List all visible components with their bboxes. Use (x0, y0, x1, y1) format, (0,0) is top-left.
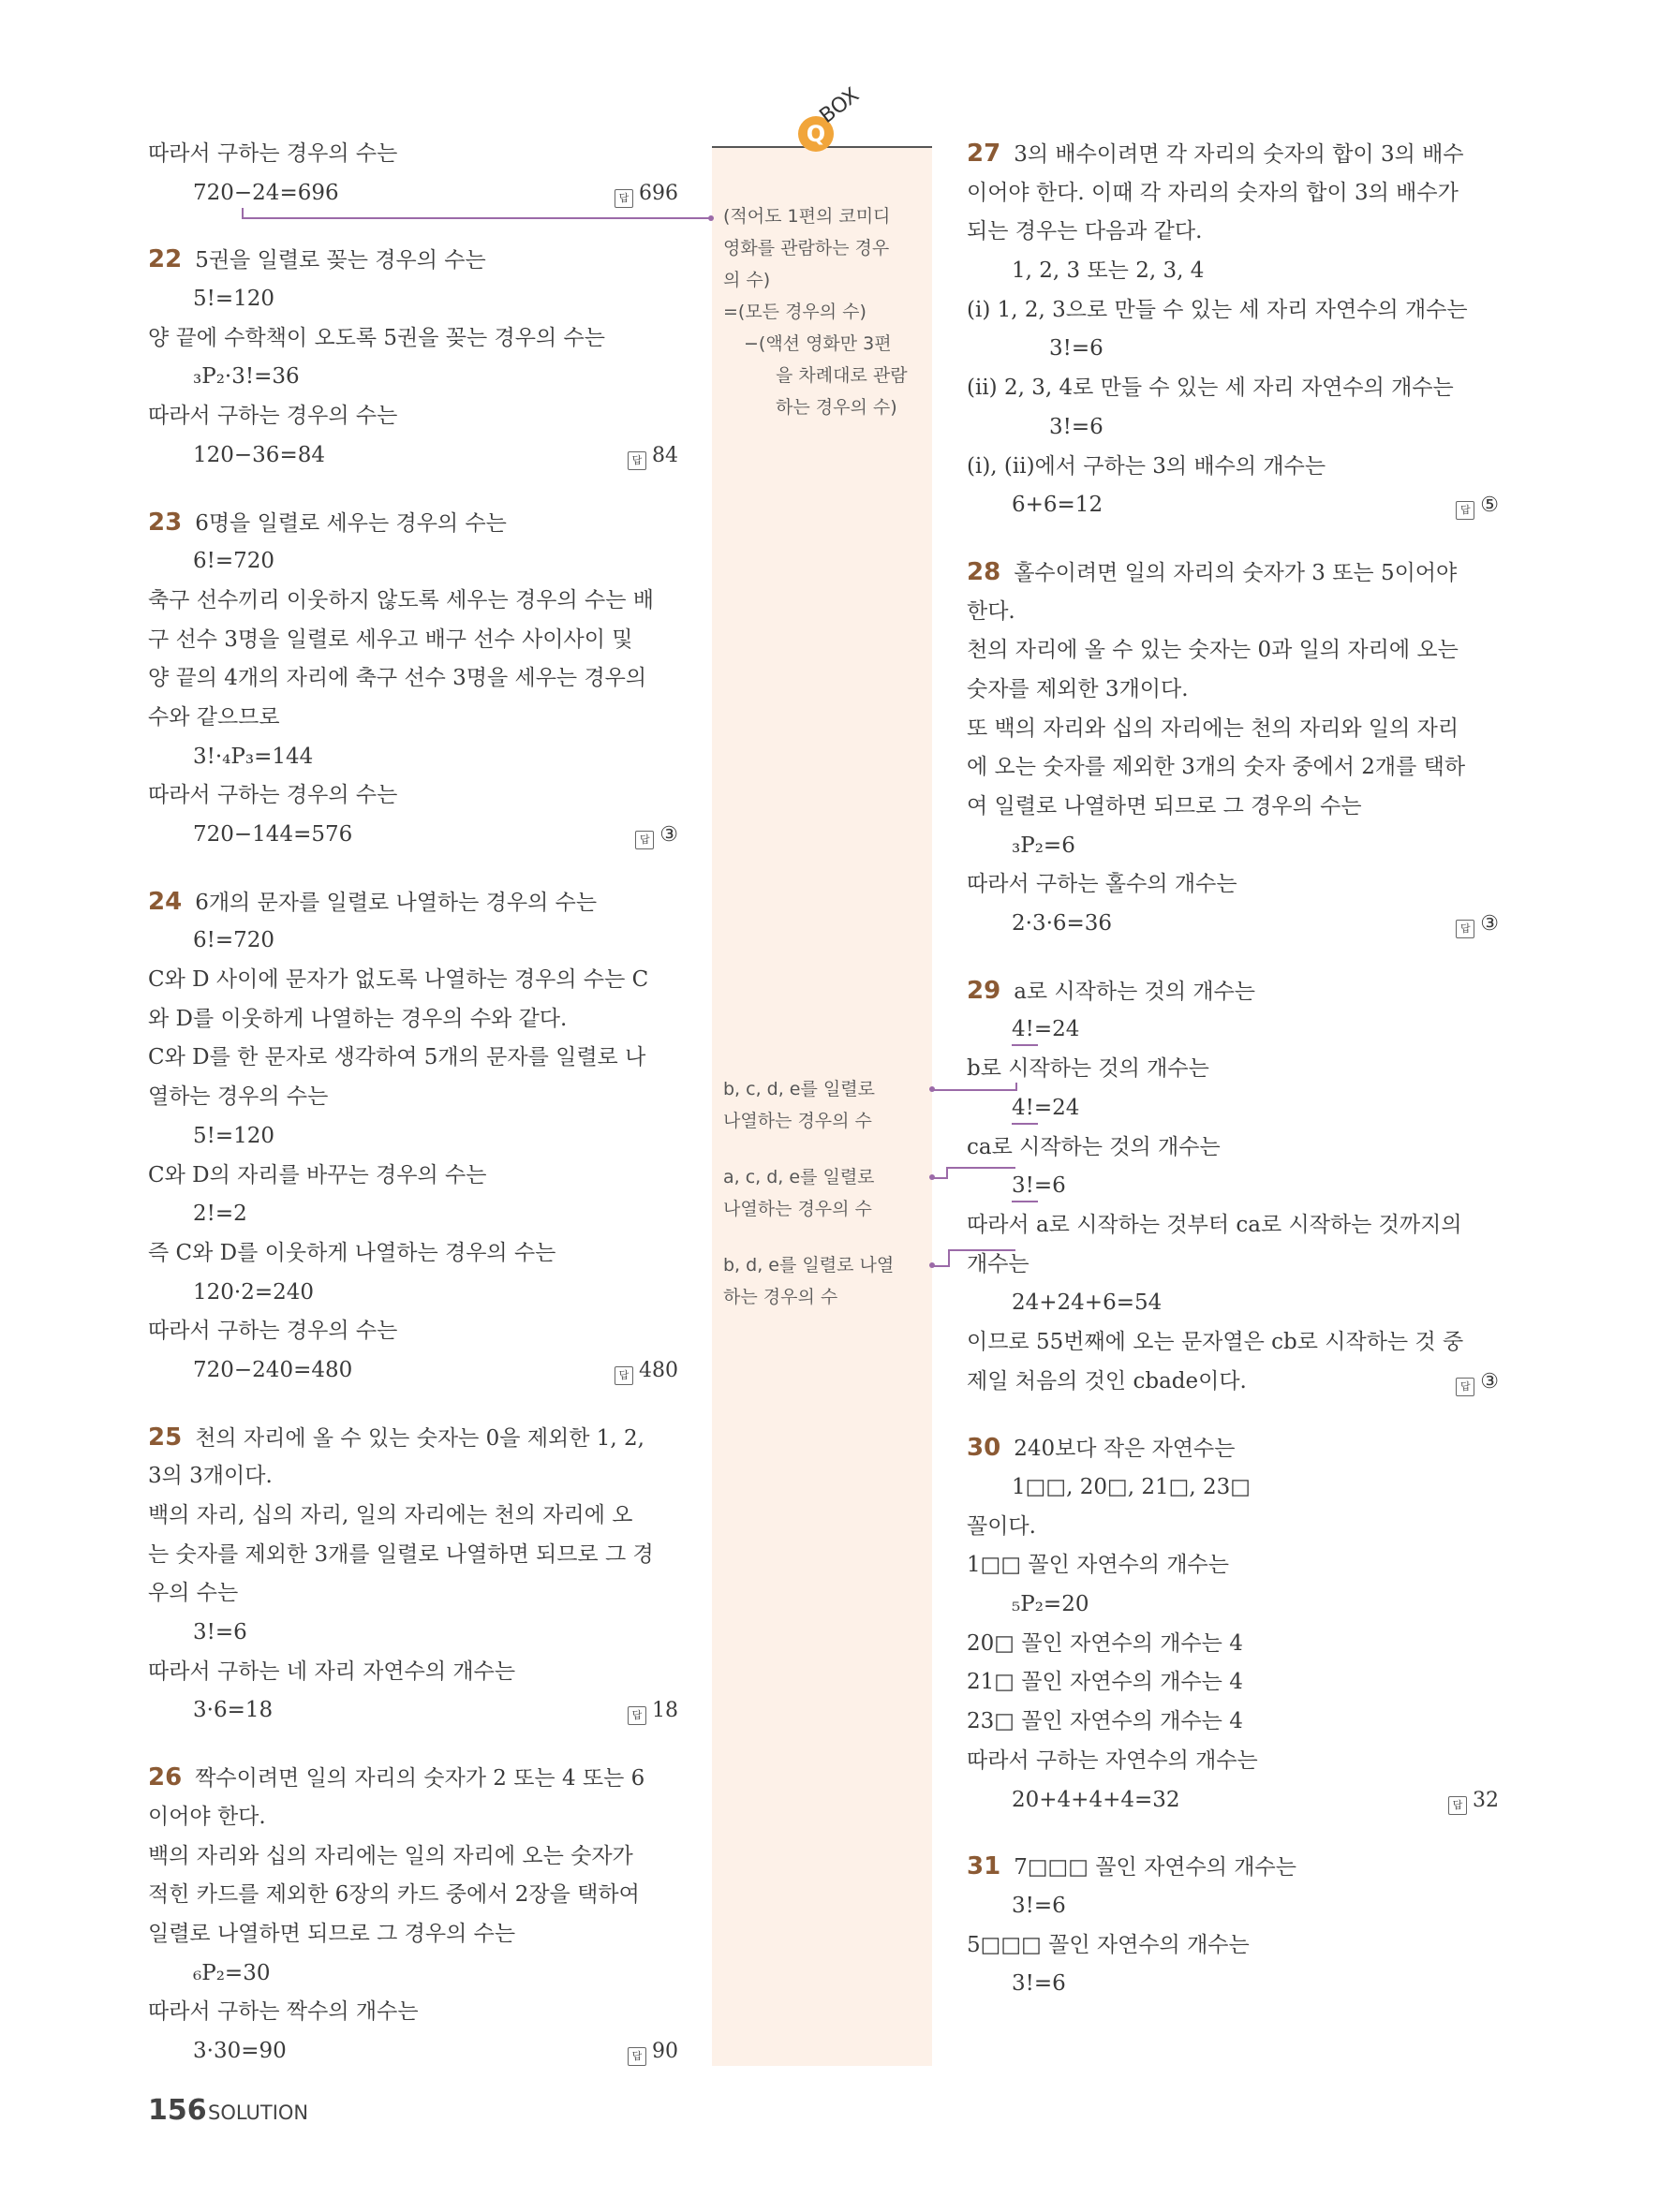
text-line (148, 1117, 678, 1157)
connector-dot (929, 1174, 935, 1180)
text-line (967, 1323, 1499, 1363)
text-line (148, 659, 678, 699)
line-text: 제일 처음의 것인 cbade이다. (967, 1368, 1247, 1394)
text-line (148, 1915, 678, 1954)
connector-dot (929, 1086, 935, 1092)
line-text: 와 D를 이웃하게 나열하는 경우의 수와 같다. (148, 1006, 568, 1031)
text-line (148, 1274, 678, 1313)
line-text: 20□ 꼴인 자연수의 개수는 4 (967, 1630, 1243, 1656)
line-text: 3!=6 (1012, 1971, 1066, 1997)
text-line (967, 448, 1499, 487)
text-line (148, 1157, 678, 1196)
section-gap (967, 525, 1499, 553)
line-text: 7□□□ 꼴인 자연수의 개수는 (1014, 1855, 1296, 1880)
text-line (148, 961, 678, 1000)
problem-number: 25 (148, 1423, 183, 1452)
text-line (967, 486, 1499, 525)
text-line (967, 1206, 1499, 1246)
line-text: 5권을 일렬로 꽂는 경우의 수는 (195, 248, 486, 273)
answer (615, 174, 678, 214)
line-text: 2·3·6=36 (1012, 911, 1113, 936)
text-line (148, 699, 678, 738)
answer (635, 816, 678, 855)
problem-30-first-line (967, 1429, 1499, 1468)
problem-22-first-line (148, 241, 678, 280)
line-text: 백의 자리, 십의 자리, 일의 자리에는 천의 자리에 오 (148, 1503, 633, 1527)
connector-line (948, 1249, 1015, 1251)
page-number: 156 (148, 2094, 207, 2127)
answer-value: ③ (1480, 912, 1499, 936)
line-text: 3의 배수이려면 각 자리의 숫자의 합이 3의 배수 (1014, 142, 1464, 167)
text-line (967, 174, 1499, 214)
answer-value: 90 (652, 2039, 678, 2063)
line-text: 6명을 일렬로 세우는 경우의 수는 (195, 510, 507, 536)
text-line (967, 1703, 1499, 1742)
text-line (148, 1837, 678, 1877)
text-line (148, 1078, 678, 1117)
line-text: 양 끝의 4개의 자리에 축구 선수 3명을 세우는 경우의 (148, 666, 647, 691)
answer (1448, 1781, 1499, 1821)
text-line (967, 1284, 1499, 1323)
text-line (148, 135, 678, 174)
line-text: (ⅰ) 1, 2, 3으로 만들 수 있는 세 자리 자연수의 개수는 (967, 297, 1468, 322)
line-text: 1□□, 20□, 21□, 23□ (1012, 1475, 1251, 1499)
qbox-note-bcde (723, 1073, 929, 1137)
right-column (967, 135, 1499, 2004)
problem-number: 24 (148, 887, 183, 916)
text-line (967, 631, 1499, 671)
connector-dot (708, 215, 714, 221)
answer-mark-icon: 답 (1448, 1796, 1467, 1815)
qbox-note-complement (723, 200, 929, 423)
answer (628, 1691, 678, 1731)
line-text: 즉 C와 D를 이웃하게 나열하는 경우의 수는 (148, 1240, 556, 1265)
text-line (967, 1965, 1499, 2004)
text-line (967, 408, 1499, 448)
line-text: 이어야 한다. (148, 1804, 266, 1829)
text-line (967, 1089, 1499, 1128)
line-text: (ⅱ) 2, 3, 4로 만들 수 있는 세 자리 자연수의 개수는 (967, 376, 1454, 401)
text-line (967, 710, 1499, 749)
note-line: 영화를 관람하는 경우 (723, 238, 890, 258)
qbox-note-acde (723, 1161, 929, 1225)
connector-line (1015, 1083, 1017, 1091)
line-text: C와 D 사이에 문자가 없도록 나열하는 경우의 수는 C (148, 967, 649, 993)
text-line (148, 582, 678, 621)
line-text: 4!=24 (1012, 1095, 1080, 1120)
text-line (967, 905, 1499, 944)
qbox-note-bde (723, 1249, 929, 1313)
text-line (148, 1798, 678, 1837)
line-text: 구 선수 3명을 일렬로 세우고 배구 선수 사이사이 및 (148, 627, 633, 652)
text-line (967, 1585, 1499, 1625)
line-text: 2!=2 (193, 1202, 247, 1227)
line-text: 이므로 55번째에 오는 문자열은 cb로 시작하는 것 중 (967, 1329, 1464, 1354)
problem-number: 27 (967, 140, 1001, 168)
answer-mark-icon: 답 (1456, 920, 1474, 938)
line-text: C와 D를 한 문자로 생각하여 5개의 문자를 일렬로 나 (148, 1045, 646, 1070)
line-text: 3!=6 (1012, 1173, 1066, 1199)
text-line (967, 1546, 1499, 1585)
line-text: 6+6=12 (1012, 493, 1104, 518)
text-line (148, 1614, 678, 1653)
answer-mark-icon: 답 (615, 1366, 633, 1385)
line-text: (ⅰ), (ⅱ)에서 구하는 3의 배수의 개수는 (967, 453, 1326, 479)
text-line (967, 252, 1499, 291)
text-line (967, 593, 1499, 632)
problem-number: 28 (967, 557, 1001, 586)
text-line (148, 436, 678, 476)
text-line (967, 671, 1499, 710)
text-line (967, 369, 1499, 408)
text-line (967, 1742, 1499, 1781)
line-text: 따라서 구하는 자연수의 개수는 (967, 1747, 1258, 1773)
note-line: 을 차례대로 관람 (776, 365, 908, 386)
line-text: 는 숫자를 제외한 3개를 일렬로 나열하면 되므로 그 경 (148, 1541, 654, 1567)
qbox-label: BOX (815, 83, 865, 128)
text-line (967, 1625, 1499, 1664)
text-line (967, 1363, 1499, 1402)
problem-29-first-line (967, 972, 1499, 1011)
line-text: 따라서 구하는 경우의 수는 (148, 404, 398, 429)
answer (628, 436, 678, 476)
text-line (148, 1000, 678, 1040)
text-line (148, 1234, 678, 1274)
line-text: 3의 3개이다. (148, 1464, 273, 1489)
note-line: (적어도 1편의 코미디 (723, 206, 891, 227)
footer-label: SOLUTION (208, 2101, 309, 2124)
line-text: 열하는 경우의 수는 (148, 1084, 329, 1110)
text-line (967, 291, 1499, 331)
line-text: 3!·₄P₃=144 (193, 744, 314, 769)
line-text: 이어야 한다. 이때 각 자리의 숫자의 합이 3의 배수가 (967, 180, 1459, 205)
section-gap (148, 1391, 678, 1419)
connector-line (948, 1249, 950, 1267)
line-text: 720−24=696 (193, 180, 339, 205)
connector-line (242, 217, 710, 219)
line-text: 120·2=240 (193, 1279, 315, 1305)
problem-26-first-line (148, 1759, 678, 1798)
answer-value: ⑤ (1480, 494, 1499, 518)
line-text: ca로 시작하는 것의 개수는 (967, 1134, 1221, 1159)
answer-mark-icon: 답 (1456, 1378, 1474, 1396)
text-line (148, 2032, 678, 2072)
underline-mark (1012, 1123, 1038, 1125)
problem-24-first-line (148, 883, 678, 922)
answer-mark-icon: 답 (615, 189, 633, 208)
left-column (148, 135, 678, 2072)
connector-line (933, 1177, 946, 1179)
answer-mark-icon: 답 (628, 451, 646, 470)
line-text: 720−240=480 (193, 1357, 353, 1382)
line-text: 수와 같으므로 (148, 704, 280, 730)
line-text: 6!=720 (193, 549, 275, 574)
answer (1456, 1363, 1499, 1402)
line-text: 따라서 구하는 홀수의 개수는 (967, 872, 1237, 897)
underline-mark (1012, 1201, 1038, 1202)
problem-31-first-line (967, 1848, 1499, 1887)
answer-value: 84 (652, 443, 678, 467)
answer-value: 480 (639, 1358, 678, 1382)
line-text: 짝수이려면 일의 자리의 숫자가 2 또는 4 또는 6 (195, 1766, 645, 1792)
answer (615, 1351, 678, 1391)
line-text: 720−144=576 (193, 822, 353, 847)
line-text: 되는 경우는 다음과 같다. (967, 219, 1203, 244)
line-text: 따라서 구하는 네 자리 자연수의 개수는 (148, 1659, 516, 1684)
line-text: 1, 2, 3 또는 2, 3, 4 (1012, 258, 1205, 284)
line-text: 6개의 문자를 일렬로 나열하는 경우의 수는 (195, 890, 598, 915)
line-text: ₅P₂=20 (1012, 1592, 1089, 1617)
line-text: a로 시작하는 것의 개수는 (1014, 979, 1256, 1004)
text-line (967, 788, 1499, 827)
answer-value: ③ (1480, 1369, 1499, 1394)
line-text: 천의 자리에 올 수 있는 숫자는 0과 일의 자리에 오는 (967, 638, 1459, 663)
line-text: 홀수이려면 일의 자리의 숫자가 3 또는 5이어야 (1014, 560, 1458, 585)
line-text: 우의 수는 (148, 1581, 239, 1606)
answer-mark-icon: 답 (628, 2047, 646, 2066)
text-line (148, 816, 678, 855)
connector-line (242, 208, 244, 219)
text-line (148, 1574, 678, 1614)
line-text: 240보다 작은 자연수는 (1014, 1437, 1236, 1462)
connector-dot (929, 1262, 935, 1268)
section-gap (148, 476, 678, 504)
note-line: b, c, d, e를 일렬로 (723, 1079, 875, 1099)
text-line (148, 542, 678, 582)
line-text: 3!=6 (1049, 336, 1104, 361)
line-text: b로 시작하는 것의 개수는 (967, 1056, 1209, 1082)
line-text: 적힌 카드를 제외한 6장의 카드 중에서 2장을 택하여 (148, 1882, 640, 1908)
underline-mark (1012, 1044, 1038, 1046)
line-text: 6!=720 (193, 928, 275, 953)
line-text: 3·6=18 (193, 1698, 274, 1723)
section-gap (148, 855, 678, 883)
text-line (148, 1691, 678, 1731)
line-text: 24+24+6=54 (1012, 1290, 1163, 1316)
answer-value: ③ (659, 823, 678, 847)
section-gap (967, 1401, 1499, 1429)
line-text: 양 끝에 수학책이 오도록 5권을 꽂는 경우의 수는 (148, 325, 605, 350)
text-line (967, 1781, 1499, 1821)
line-text: 따라서 구하는 경우의 수는 (148, 141, 398, 166)
text-line (967, 1663, 1499, 1703)
note-line: 의 수) (723, 270, 771, 290)
connector-line (933, 1265, 948, 1267)
text-line (148, 1993, 678, 2032)
problem-27-first-line (967, 135, 1499, 174)
text-line (148, 1039, 678, 1078)
text-line (967, 1167, 1499, 1206)
note-line: 나열하는 경우의 수 (723, 1111, 872, 1131)
line-text: 에 오는 숫자를 제외한 3개의 숫자 중에서 2개를 택하 (967, 755, 1466, 780)
text-line (967, 1887, 1499, 1926)
text-line (967, 827, 1499, 866)
text-line (148, 1536, 678, 1575)
text-line (148, 922, 678, 961)
text-line (967, 1128, 1499, 1168)
line-text: 숫자를 제외한 3개이다. (967, 676, 1189, 701)
answer-value: 32 (1473, 1788, 1499, 1812)
line-text: ₆P₂=30 (193, 1960, 271, 1985)
answer-mark-icon: 답 (635, 831, 654, 849)
connector-line (946, 1167, 1015, 1169)
problem-25-first-line (148, 1419, 678, 1458)
line-text: 따라서 a로 시작하는 것부터 ca로 시작하는 것까지의 (967, 1212, 1462, 1237)
line-text: 5!=120 (193, 1123, 275, 1148)
text-line (148, 1312, 678, 1351)
answer-mark-icon: 답 (628, 1706, 646, 1725)
answer-mark-icon: 답 (1456, 501, 1474, 520)
text-line (967, 1050, 1499, 1089)
qbox-badge-icon: Q (798, 116, 834, 152)
text-line (148, 776, 678, 816)
text-line (148, 1497, 678, 1536)
problem-number: 26 (148, 1763, 183, 1792)
note-line: −(액션 영화만 3편 (744, 333, 892, 354)
problem-number: 31 (967, 1852, 1001, 1881)
line-text: 3!=6 (1012, 1893, 1066, 1918)
line-text: 4!=24 (1012, 1017, 1080, 1042)
line-text: 3·30=90 (193, 2038, 287, 2063)
line-text: ₃P₂=6 (1012, 833, 1075, 858)
text-line (967, 1010, 1499, 1050)
line-text: 백의 자리와 십의 자리에는 일의 자리에 오는 숫자가 (148, 1843, 633, 1868)
text-line (148, 1195, 678, 1234)
text-line (148, 1876, 678, 1915)
line-text: 20+4+4+4=32 (1012, 1787, 1180, 1812)
note-line: 하는 경우의 수) (776, 397, 897, 418)
line-text: 따라서 구하는 경우의 수는 (148, 783, 398, 808)
section-gap (148, 1731, 678, 1759)
note-line: a, c, d, e를 일렬로 (723, 1167, 875, 1187)
line-text: C와 D의 자리를 바꾸는 경우의 수는 (148, 1162, 487, 1187)
section-gap (967, 944, 1499, 972)
problem-28-first-line (967, 553, 1499, 593)
answer-value: 696 (639, 181, 678, 205)
line-text: 120−36=84 (193, 442, 325, 467)
text-line (148, 1457, 678, 1497)
problem-number: 29 (967, 976, 1001, 1005)
text-line (967, 213, 1499, 252)
answer (628, 2032, 678, 2072)
problem-23-first-line (148, 504, 678, 543)
line-text: 3!=6 (1049, 414, 1104, 439)
line-text: ₃P₂·3!=36 (193, 364, 300, 390)
note-line: b, d, e를 일렬로 나열 (723, 1255, 895, 1276)
problem-number: 22 (148, 245, 183, 274)
line-text: 꼴이다. (967, 1513, 1036, 1539)
line-text: 개수는 (967, 1251, 1029, 1276)
line-text: 5!=120 (193, 287, 275, 312)
answer (1456, 905, 1499, 944)
text-line (967, 865, 1499, 905)
text-line (967, 1508, 1499, 1547)
text-line (148, 280, 678, 319)
text-line (148, 397, 678, 436)
text-line (148, 1351, 678, 1391)
text-line (967, 1468, 1499, 1508)
line-text: 축구 선수끼리 이웃하지 않도록 세우는 경우의 수는 배 (148, 587, 654, 612)
answer (1456, 486, 1499, 525)
text-line (148, 358, 678, 397)
text-line (148, 319, 678, 359)
line-text: 한다. (967, 598, 1015, 624)
text-line (967, 1246, 1499, 1285)
line-text: 23□ 꼴인 자연수의 개수는 4 (967, 1709, 1243, 1734)
text-line (148, 174, 678, 214)
line-text: 21□ 꼴인 자연수의 개수는 4 (967, 1670, 1243, 1695)
text-line (148, 621, 678, 660)
section-gap (967, 1820, 1499, 1848)
line-text: 일렬로 나열하면 되므로 그 경우의 수는 (148, 1921, 516, 1946)
note-line: =(모든 경우의 수) (723, 302, 867, 322)
line-text: 따라서 구하는 짝수의 개수는 (148, 1999, 419, 2025)
line-text: 1□□ 꼴인 자연수의 개수는 (967, 1553, 1229, 1578)
text-line (148, 1653, 678, 1692)
text-line (148, 738, 678, 777)
line-text: 또 백의 자리와 십의 자리에는 천의 자리와 일의 자리 (967, 715, 1459, 741)
line-text: 5□□□ 꼴인 자연수의 개수는 (967, 1932, 1250, 1957)
text-line (967, 1926, 1499, 1966)
note-line: 나열하는 경우의 수 (723, 1199, 872, 1219)
problem-number: 30 (967, 1434, 1001, 1463)
connector-line (933, 1089, 1015, 1091)
line-text: 따라서 구하는 경우의 수는 (148, 1319, 398, 1344)
line-text: 3!=6 (193, 1620, 247, 1645)
text-line (967, 330, 1499, 369)
problem-number: 23 (148, 508, 183, 537)
answer-value: 18 (652, 1699, 678, 1723)
note-line: 하는 경우의 수 (723, 1287, 838, 1307)
line-text: 여 일렬로 나열하면 되므로 그 경우의 수는 (967, 794, 1362, 818)
text-line (967, 748, 1499, 788)
line-text: 천의 자리에 올 수 있는 숫자는 0을 제외한 1, 2, (195, 1425, 644, 1451)
text-line (148, 1954, 678, 1994)
